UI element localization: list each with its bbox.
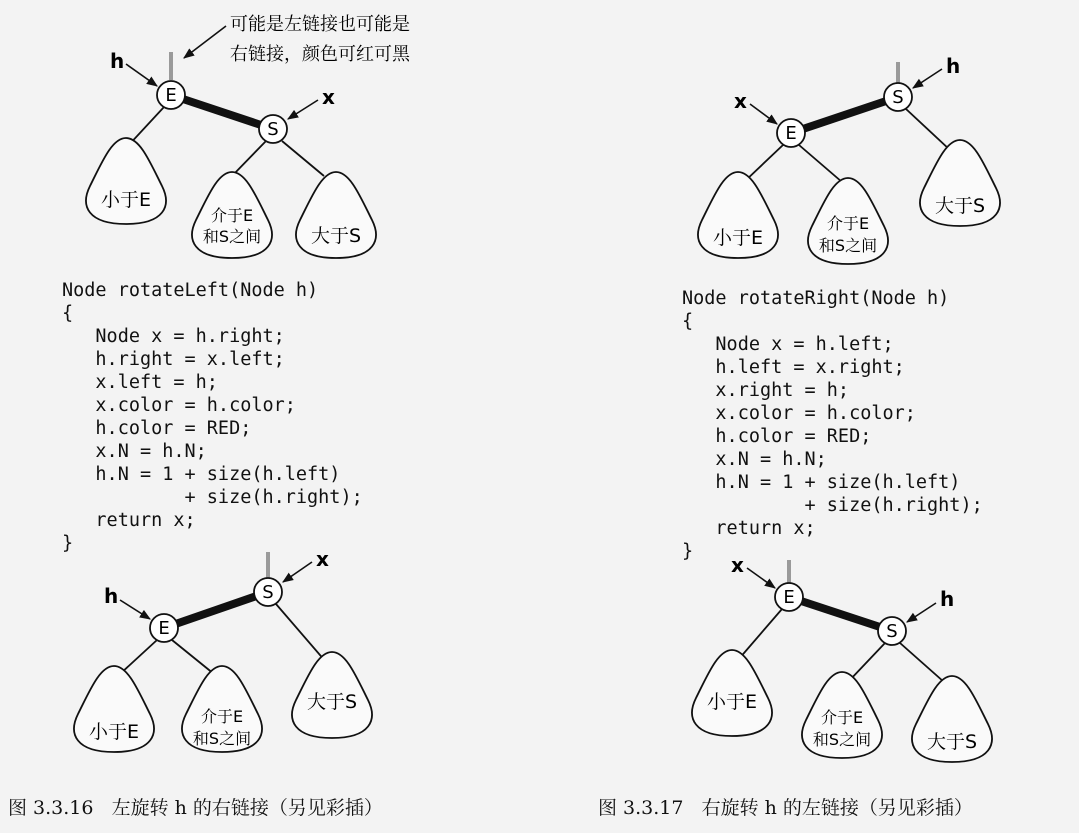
fig-3-3-17-after-tree xyxy=(692,553,992,762)
pointer-x-label: x xyxy=(731,553,744,577)
label-less-e: 小于E xyxy=(88,721,140,743)
pointer-h-label: h xyxy=(110,49,125,73)
label-less-e: 小于E xyxy=(712,227,764,249)
label-between-1: 介于E xyxy=(210,206,254,225)
node-s-label: S xyxy=(262,582,274,603)
pointer-x-arrow xyxy=(283,562,312,582)
node-e-label: E xyxy=(158,618,170,639)
fig-3-3-17-before-tree xyxy=(698,54,1000,264)
link-e-left xyxy=(744,145,783,182)
label-between-2: 和S之间 xyxy=(192,729,252,748)
figure-caption-3-3-17: 图 3.3.17 右旋转 h 的左链接（另见彩插） xyxy=(598,797,973,819)
label-greater-s: 大于S xyxy=(926,731,978,753)
pointer-h-arrow xyxy=(120,600,150,619)
link-e-left xyxy=(738,609,782,660)
node-e-label: E xyxy=(783,587,795,608)
rotate-left-code: Node rotateLeft(Node h) { Node x = h.right; h.right = x.left; x.left = h; x.color = h.color; h.color = RED; x.N = h.N; h.N = 1 + size(h.left) + size(h.right); return x; } xyxy=(62,280,363,554)
red-link-e-s xyxy=(789,597,892,631)
label-between-1: 介于E xyxy=(826,214,870,233)
node-s-label: S xyxy=(886,621,898,642)
link-s-left xyxy=(848,643,885,682)
label-less-e: 小于E xyxy=(100,189,152,211)
node-s-label: S xyxy=(267,119,279,140)
link-s-left xyxy=(232,141,266,176)
pointer-h-label: h xyxy=(104,584,119,608)
label-less-e: 小于E xyxy=(706,691,758,713)
pointer-x-arrow xyxy=(288,100,318,119)
link-e-right xyxy=(799,145,842,182)
pointer-h-arrow xyxy=(907,603,936,622)
label-between-2: 和S之间 xyxy=(818,236,878,255)
label-greater-s: 大于S xyxy=(306,691,358,713)
pointer-x-arrow xyxy=(750,104,777,124)
node-e-label: E xyxy=(165,85,177,106)
pointer-x-label: x xyxy=(734,89,747,113)
label-between-2: 和S之间 xyxy=(202,227,262,246)
red-link-e-s xyxy=(171,95,273,129)
annotation-line-1: 可能是左链接也可能是 xyxy=(230,14,410,35)
rotate-right-code: Node rotateRight(Node h) { Node x = h.left; h.left = x.right; x.right = h; x.color = h.color; h.color = RED; x.N = h.N; h.N = 1 + size(h.left) + size(h.right); return x; } xyxy=(682,288,983,562)
pointer-h-label: h xyxy=(946,54,961,78)
red-link-s-e xyxy=(164,592,268,628)
node-s-label: S xyxy=(892,87,904,108)
figure-caption-3-3-16: 图 3.3.16 左旋转 h 的右链接（另见彩插） xyxy=(8,797,383,819)
link-s-right xyxy=(906,109,950,150)
label-between-1: 介于E xyxy=(820,708,864,727)
link-s-right xyxy=(900,643,944,682)
label-greater-s: 大于S xyxy=(310,225,362,247)
pointer-x-arrow xyxy=(747,568,775,588)
subtree-less-e xyxy=(86,138,166,224)
link-e-right xyxy=(172,640,214,674)
label-between-2: 和S之间 xyxy=(812,730,872,749)
link-s-right xyxy=(282,141,324,176)
node-e-label: E xyxy=(785,123,797,144)
annotation-line-2: 右链接，颜色可红可黑 xyxy=(230,44,410,65)
fig-3-3-16-before-tree xyxy=(86,14,411,258)
pointer-h-label: h xyxy=(940,587,955,611)
label-between-1: 介于E xyxy=(200,707,244,726)
pointer-h-arrow xyxy=(126,64,157,86)
pointer-x-label: x xyxy=(322,85,335,109)
pointer-x-label: x xyxy=(316,547,329,571)
link-e-left xyxy=(120,640,157,674)
label-greater-s: 大于S xyxy=(934,195,986,217)
red-link-s-e xyxy=(791,97,898,133)
pointer-h-arrow xyxy=(913,69,942,88)
link-s-right xyxy=(276,604,326,662)
annotation-arrow xyxy=(184,26,226,58)
fig-3-3-16-after-tree xyxy=(74,547,372,752)
